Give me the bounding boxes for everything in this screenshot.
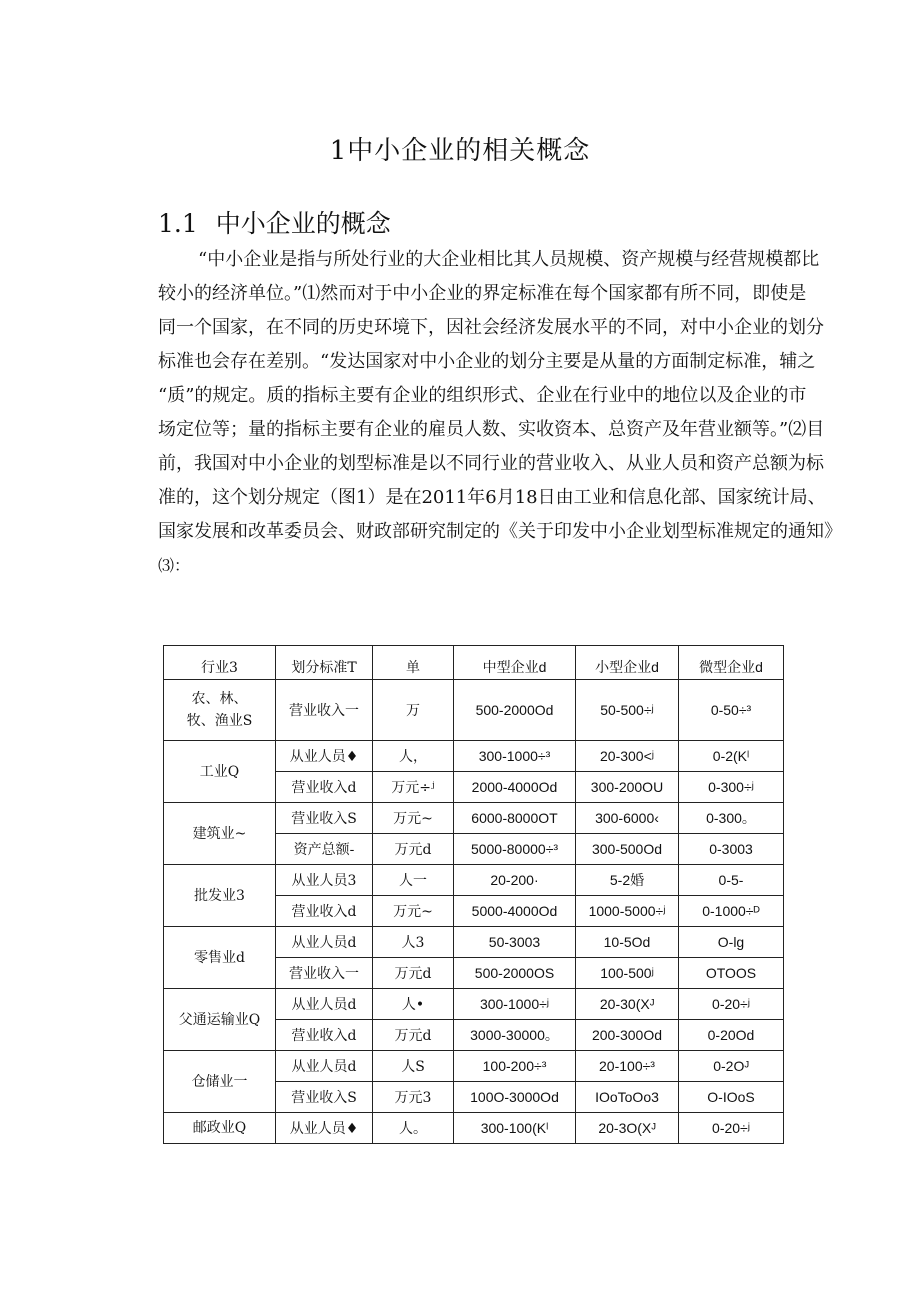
criterion-cell: 从业人员♦	[276, 1113, 373, 1144]
paragraph-line: 场定位等；量的指标主要有企业的雇员人数、实收资本、总资产及年营业额等。”⑵目	[158, 419, 825, 440]
medium-cell: 500-2000OS	[454, 958, 576, 989]
criterion-cell: 从业人员d	[276, 989, 373, 1020]
micro-cell: 0-1000÷ᴰ	[679, 896, 784, 927]
table-row	[164, 680, 784, 741]
medium-cell: 2000-4000Od	[454, 772, 576, 803]
micro-cell: 0-3003	[679, 834, 784, 865]
industry-cell	[164, 803, 276, 865]
small-cell: 1000-5000÷ʲ	[576, 896, 679, 927]
table-row	[164, 741, 784, 772]
medium-cell: 50-3003	[454, 927, 576, 958]
unit-cell: 万元÷ʲ	[373, 772, 454, 803]
micro-cell: 0-20Od	[679, 1020, 784, 1051]
small-cell: 20-3O(Xᴶ	[576, 1113, 679, 1144]
unit-cell: 万元~	[373, 896, 454, 927]
medium-cell: 300-1000÷³	[454, 741, 576, 772]
medium-cell: 300-1000÷ʲ	[454, 989, 576, 1020]
industry-name-line: 父通运输业Q	[178, 1011, 261, 1028]
small-cell: 100-500ʲ	[576, 958, 679, 989]
industry-cell	[164, 1051, 276, 1113]
micro-cell: O-lg	[679, 927, 784, 958]
industry-name-line: 批发业3	[194, 887, 245, 904]
industry-name-line: 仓储业一	[191, 1073, 248, 1090]
medium-cell: 3000-30000。	[454, 1020, 576, 1051]
small-cell: 20-300<ʲ	[576, 741, 679, 772]
table-row	[164, 1113, 784, 1144]
industry-name-line: 零售业d	[194, 949, 245, 966]
micro-cell: O-IOoS	[679, 1082, 784, 1113]
micro-cell: 0-300÷ʲ	[679, 772, 784, 803]
criterion-cell: 从业人员d	[276, 1051, 373, 1082]
criterion-cell: 从业人员♦	[276, 741, 373, 772]
paragraph-line: 前，我国对中小企业的划型标准是以不同行业的营业收入、从业人员和资产总额为标	[158, 453, 824, 474]
micro-cell: 0-2Oᴶ	[679, 1051, 784, 1082]
unit-cell: 万元3	[373, 1082, 454, 1113]
unit-cell: 人一	[373, 865, 454, 896]
header-criterion: 划分标准T	[276, 646, 373, 680]
criterion-cell: 营业收入d	[276, 1020, 373, 1051]
medium-cell: 500-2000Od	[454, 680, 576, 741]
paragraph-line: 准的，这个划分规定（图1）是在2011年6月18日由工业和信息化部、国家统计局、	[158, 487, 826, 508]
industry-name-line: 农、林、	[191, 691, 248, 707]
industry-name-line: 建筑业~	[192, 825, 247, 842]
header-industry: 行业3	[164, 646, 276, 680]
unit-cell: 万元d	[373, 958, 454, 989]
unit-cell: 万元d	[373, 834, 454, 865]
industry-cell	[164, 741, 276, 803]
medium-cell: 300-100(Kˡ	[454, 1113, 576, 1144]
medium-cell: 100-200÷³	[454, 1051, 576, 1082]
small-cell: 50-500÷ʲ	[576, 680, 679, 741]
table-body	[164, 646, 784, 1144]
industry-name-line: 邮政业Q	[192, 1120, 247, 1136]
criterion-cell: 营业收入S	[276, 803, 373, 834]
paragraph-line: 国家发展和改革委员会、财政部研究制定的《关于印发中小企业划型标准规定的通知》	[158, 521, 842, 542]
criterion-cell: 营业收入S	[276, 1082, 373, 1113]
micro-cell: 0-300。	[679, 803, 784, 834]
criterion-cell: 营业收入一	[276, 680, 373, 741]
criterion-cell: 从业人员3	[276, 865, 373, 896]
industry-name-line: 牧、渔业S	[186, 713, 253, 729]
small-cell: IOoToOo3	[576, 1082, 679, 1113]
sme-classification-table	[163, 645, 784, 1144]
micro-cell: 0-20÷ʲ	[679, 1113, 784, 1144]
table-row	[164, 927, 784, 958]
paragraph-line: 标准也会存在差别。“发达国家对中小企业的划分主要是从量的方面制定标准，辅之	[158, 351, 816, 372]
header-small: 小型企业d	[576, 646, 679, 680]
criterion-cell: 从业人员d	[276, 927, 373, 958]
unit-cell: 万	[373, 680, 454, 741]
page-title: 1中小企业的相关概念	[329, 136, 591, 166]
table-row	[164, 1051, 784, 1082]
criterion-cell: 营业收入d	[276, 896, 373, 927]
unit-cell: 人3	[373, 927, 454, 958]
section-title: 中小企业的概念	[215, 209, 391, 238]
criterion-cell: 营业收入d	[276, 772, 373, 803]
industry-cell	[164, 989, 276, 1051]
micro-cell: 0-20÷ʲ	[679, 989, 784, 1020]
medium-cell: 20-200·	[454, 865, 576, 896]
medium-cell: 100O-3000Od	[454, 1082, 576, 1113]
industry-cell	[164, 1113, 276, 1144]
industry-cell	[164, 865, 276, 927]
small-cell: 300-500Od	[576, 834, 679, 865]
medium-cell: 6000-8000OT	[454, 803, 576, 834]
paragraph-line: 较小的经济单位。”⑴然而对于中小企业的界定标准在每个国家都有所不同，即使是	[158, 283, 807, 304]
small-cell: 300-200OU	[576, 772, 679, 803]
section-heading	[158, 204, 391, 240]
criterion-cell: 资产总额-	[276, 834, 373, 865]
industry-cell	[164, 927, 276, 989]
micro-cell: 0-50÷³	[679, 680, 784, 741]
micro-cell: 0-5-	[679, 865, 784, 896]
small-cell: 200-300Od	[576, 1020, 679, 1051]
unit-cell: 万元d	[373, 1020, 454, 1051]
small-cell: 20-30(Xᴶ	[576, 989, 679, 1020]
medium-cell: 5000-4000Od	[454, 896, 576, 927]
industry-name-line: 工业Q	[199, 763, 240, 780]
unit-cell: 人•	[373, 989, 454, 1020]
micro-cell: OTOOS	[679, 958, 784, 989]
unit-cell: 人。	[373, 1113, 454, 1144]
medium-cell: 5000-80000÷³	[454, 834, 576, 865]
table-row	[164, 803, 784, 834]
unit-cell: 人S	[373, 1051, 454, 1082]
small-cell: 300-6000‹	[576, 803, 679, 834]
section-number: 1.1	[158, 209, 198, 238]
body-paragraph	[158, 243, 842, 583]
table-row	[164, 989, 784, 1020]
micro-cell: 0-2(Kˡ	[679, 741, 784, 772]
industry-cell	[164, 680, 276, 741]
table-header-row	[164, 646, 784, 680]
unit-cell: 万元~	[373, 803, 454, 834]
header-micro: 微型企业d	[679, 646, 784, 680]
header-medium: 中型企业d	[454, 646, 576, 680]
small-cell: 10-5Od	[576, 927, 679, 958]
header-unit: 单	[373, 646, 454, 680]
table-row	[164, 865, 784, 896]
unit-cell: 人，	[373, 741, 454, 772]
small-cell: 5-2婚	[576, 865, 679, 896]
paragraph-line: ⑶：	[158, 556, 191, 575]
small-cell: 20-100÷³	[576, 1051, 679, 1082]
paragraph-line: “中小企业是指与所处行业的大企业相比其人员规模、资产规模与经营规模都比	[198, 249, 820, 270]
paragraph-line: “质”的规定。质的指标主要有企业的组织形式、企业在行业中的地位以及企业的市	[158, 385, 807, 406]
criterion-cell: 营业收入一	[276, 958, 373, 989]
paragraph-line: 同一个国家，在不同的历史环境下，因社会经济发展水平的不同，对中小企业的划分	[158, 317, 824, 338]
